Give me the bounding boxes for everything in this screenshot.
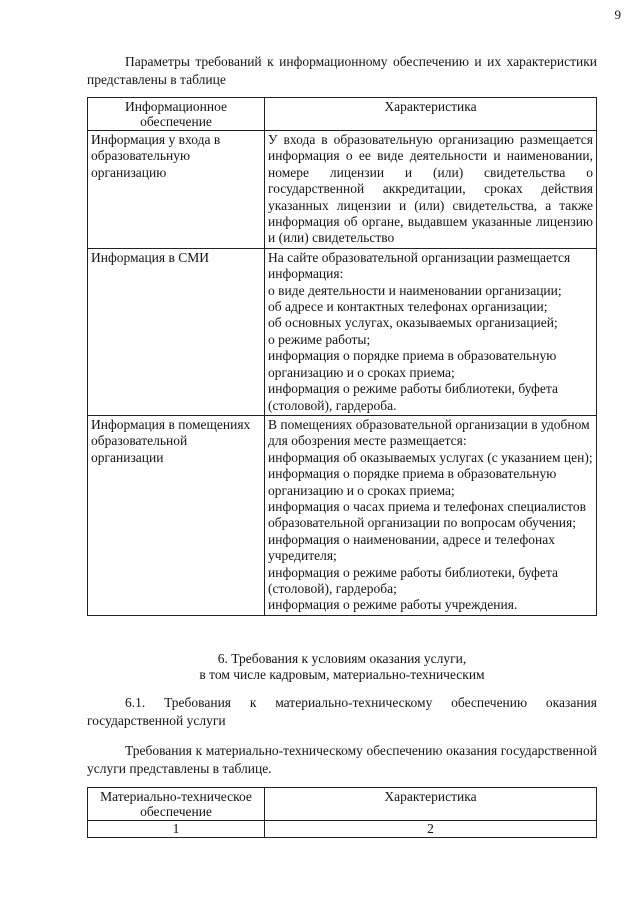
line: информация об оказываемых услугах (с указанием цен); (268, 449, 593, 465)
line: информация о порядке приема в образовательную организацию и о сроках приема; (268, 466, 557, 498)
table-header-row (88, 788, 597, 821)
line: информация о режиме работы библиотеки, буфета (столовой), гардероба; (268, 564, 558, 596)
line: На сайте образовательной организации размещается информация: (268, 249, 571, 282)
line: информация о режиме работы библиотеки, буфета (столовой), гардероба. (268, 381, 558, 413)
section6-line1: 6. Требования к условиям оказания услуги, (217, 651, 467, 666)
table-row (88, 248, 597, 415)
row-name: Информация в СМИ (88, 248, 265, 415)
header-material-support: Материально-техническое обеспечение (88, 788, 265, 821)
row-lines (265, 248, 597, 415)
intro-paragraph: Параметры требований к информационному обеспечению и их характеристики представлены в таблице (87, 54, 597, 87)
line: об адресе и контактных телефонах организации; (268, 299, 548, 315)
line: В помещениях образовательной организации в удобном для обозрения месте размещается: (268, 416, 590, 449)
section6-line2: в том числе кадровым, материально-техническим (199, 667, 485, 682)
header-characteristic: Характеристика (265, 98, 597, 131)
line: об основных услугах, оказываемых организацией; (268, 315, 558, 331)
section6-heading (87, 651, 597, 683)
line: о режиме работы; (268, 331, 371, 347)
table-row (88, 131, 597, 249)
row-name: Информация у входа в образовательную организацию (88, 131, 265, 249)
header-characteristic: Характеристика (265, 788, 597, 821)
line: информация о наименовании, адресе и телефонах учредителя; (268, 531, 555, 564)
header-info-support: Информационное обеспечение (88, 98, 265, 131)
line: о виде деятельности и наименовании организации; (268, 282, 562, 298)
line: информация о порядке приема в образовательную организацию и о сроках приема; (268, 348, 557, 380)
row-text: У входа в образовательную организацию размещается информация о ее виде деятельности и наименовании, номере лицензии и (или) свидетельства о государственной аккредитации, сроках действия указанных лицензии и (или) свидетельства, а также информация об органе, выдавшем указанные лицензию и (или) свидетельство (265, 131, 597, 249)
table-row (88, 415, 597, 615)
info-requirements-table (87, 97, 597, 616)
line: информация о часах приема и телефонах специалистов образовательной организации по вопросам обучения; (268, 498, 586, 531)
row-name: Информация в помещениях образовательной организации (88, 415, 265, 615)
table-header-row (88, 98, 597, 131)
line: информация о режиме работы учреждения. (268, 597, 518, 613)
page-number: 9 (614, 7, 621, 22)
column-number: 1 (88, 821, 265, 838)
column-number: 2 (265, 821, 597, 838)
material-requirements-table (87, 787, 597, 838)
paragraph-table2-intro: Требования к материально-техническому обеспечению оказания государственной услуги представлены в таблице. (87, 743, 597, 776)
paragraph-6-1: 6.1. Требования к материально-техническому обеспечению оказания государственной услуги (87, 695, 597, 728)
row-lines (265, 415, 597, 615)
column-numbers-row (88, 821, 597, 838)
